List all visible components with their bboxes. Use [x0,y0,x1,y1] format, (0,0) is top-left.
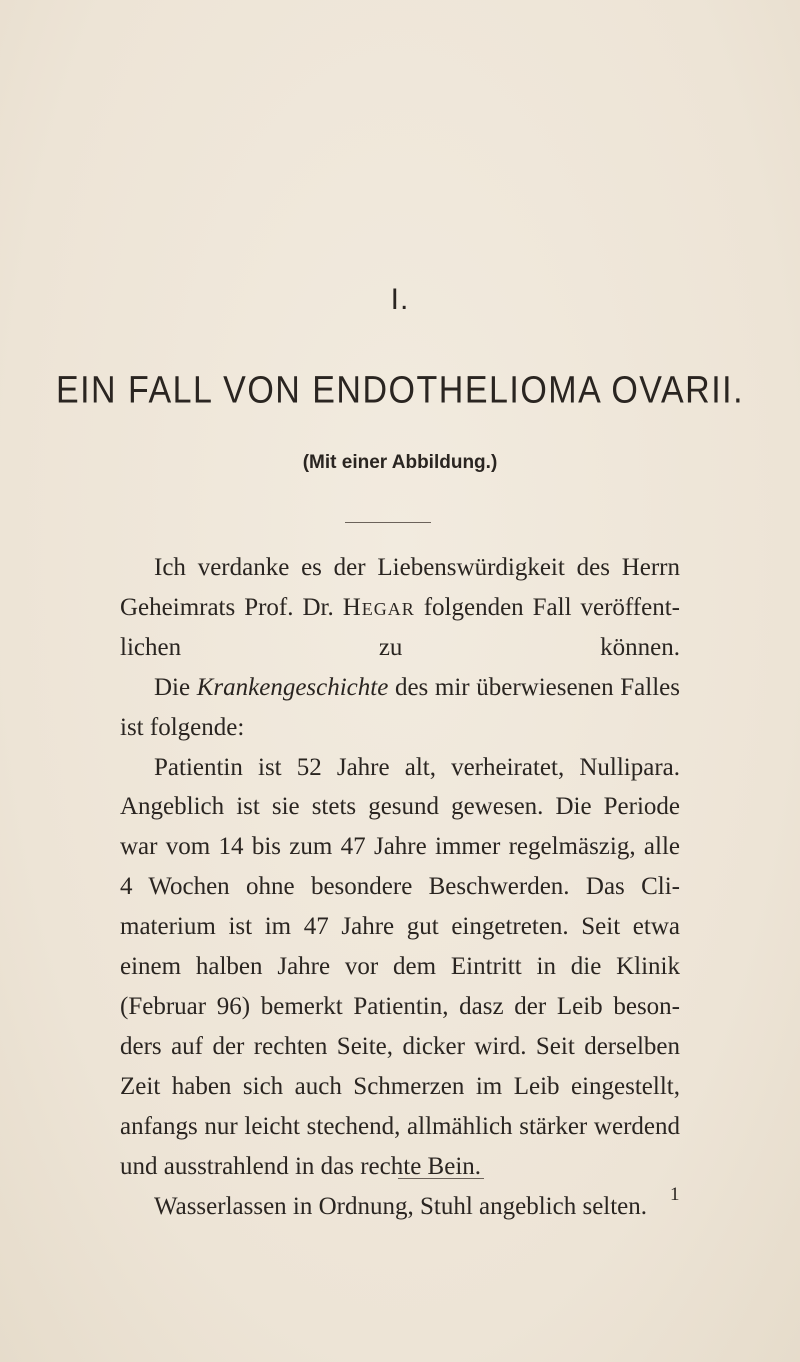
author-name-hegar: Hegar [342,593,415,621]
paragraph-2-text-b: des mir überwiesenen Falles ist folgende: [120,673,680,741]
article-subtitle: (Mit einer Abbildung.) [302,452,498,473]
footer-divider [398,1178,484,1179]
paragraph-3: Patientin ist 52 Jahre alt, verheiratet, Nullipara. Angeblich ist sie stets gesund gewesen. Die Periode war vom 14 bis zum 47 Jahre immer regelmäszig, alle 4 Wochen ohne besondere Beschwerden. Das Climaterium ist im 47 Jahre gut eingetreten. Seit etwa einem halben Jahre vor dem Eintritt in die Klinik (Februar 96) bemerkt Patientin, dasz der Leib besonders auf der rechten Seite, dicker wird. Seit derselben Zeit haben sich auch Schmerzen im Leib eingestellt, anfangs nur leicht stechend, allmählich stärker werdend und ausstrahlend in das rechte Bein. [120,753,680,1180]
paragraph-4: Wasserlassen in Ordnung, Stuhl angeblich selten. [154,1192,648,1220]
paragraph-2 [120,668,680,748]
paragraph-2-text-a: Die [154,673,197,701]
emphasis-krankengeschichte: Krankengeschichte [196,673,389,701]
paragraph-1-text-a: Ich verdanke es der Liebenswürdigkeit des Herrn Geheimrats Prof. Dr. [120,554,680,621]
paragraph-1 [120,548,680,668]
article-title: EIN FALL VON ENDOTHELIOMA OVARII. [55,368,745,412]
paragraph-1-text-b: folgenden Fall veröffentlichen zu können. [120,593,680,661]
signature-mark: 1 [670,1184,680,1205]
body-text [120,548,680,1226]
title-divider [345,522,431,523]
chapter-number: I. [390,283,410,316]
